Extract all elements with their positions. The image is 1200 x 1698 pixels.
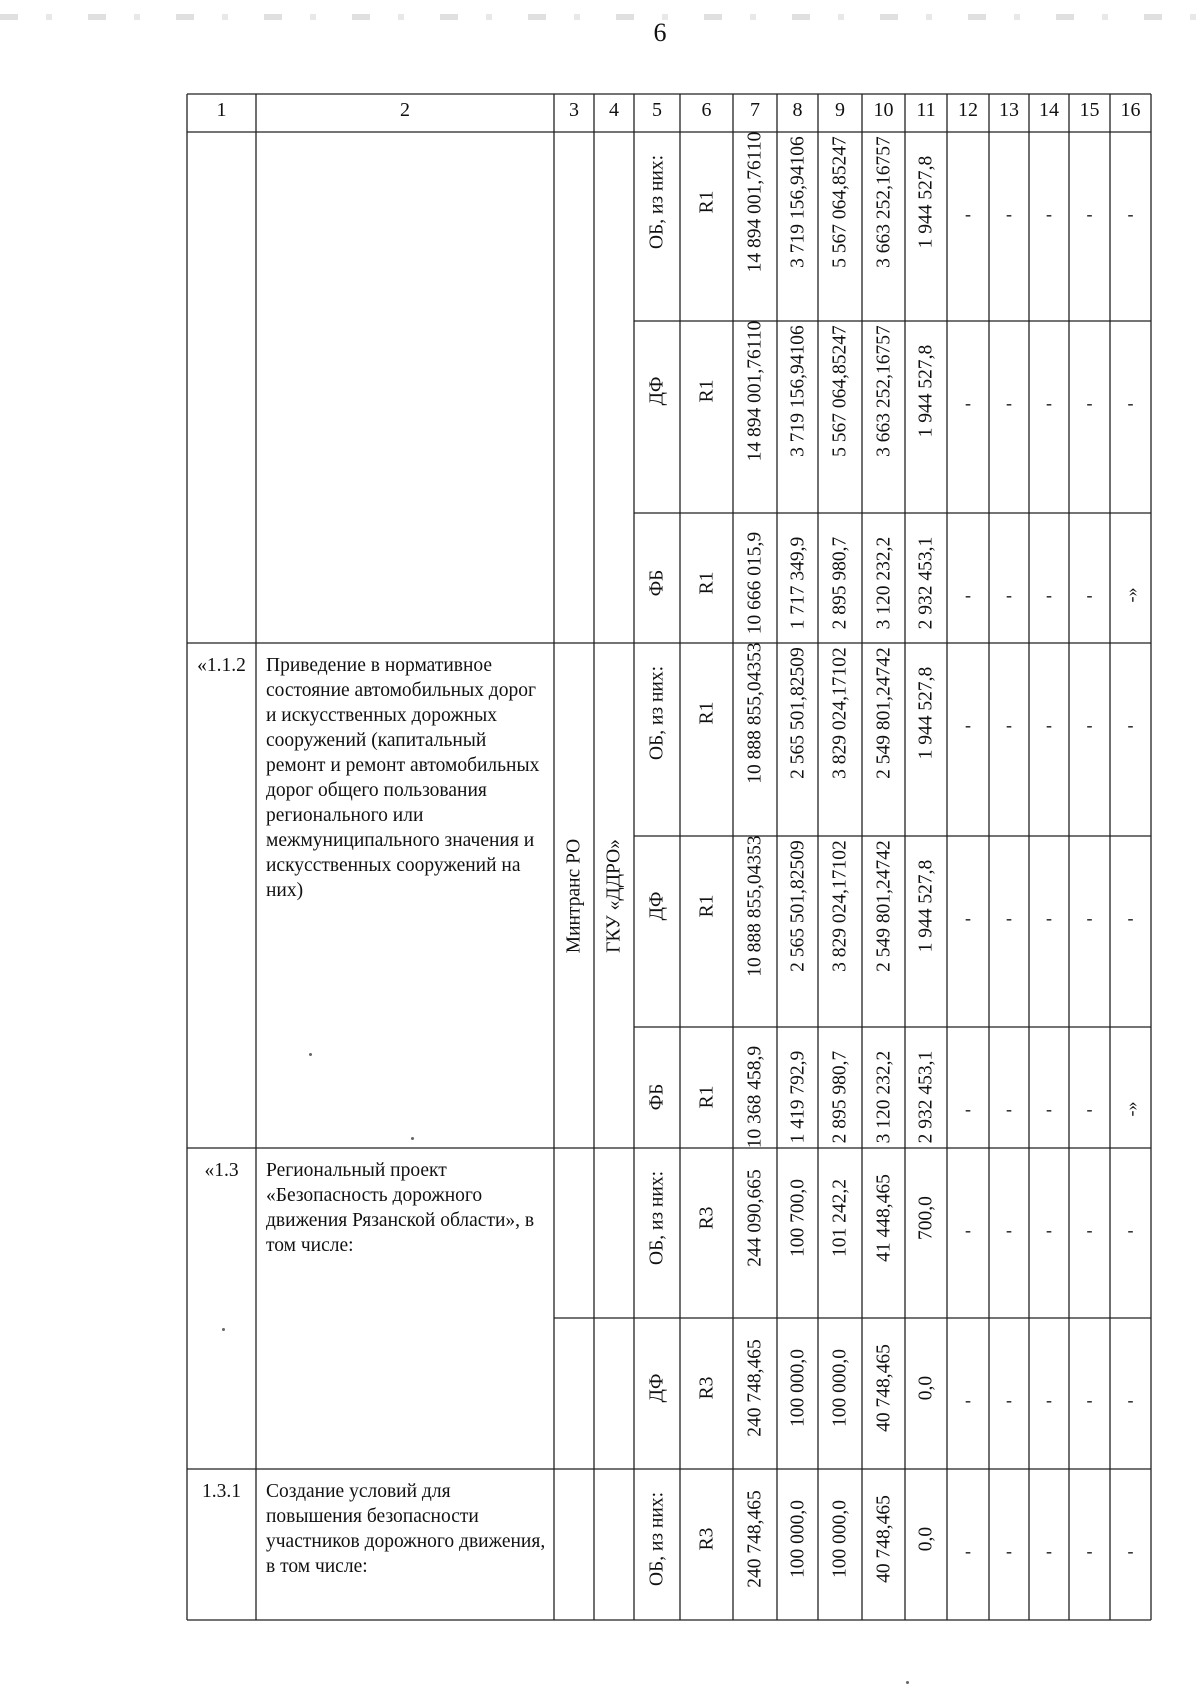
value-cell-text: 3 829 024,17102 [829, 647, 851, 779]
column-header: 2 [400, 99, 410, 121]
column-header: 5 [652, 99, 662, 121]
section-name: Создание условий для повышения безопасности участников дорожного движения, в том числе: [266, 1481, 546, 1577]
value-cell-text: 100 000,0 [829, 1500, 851, 1578]
value-cell-text: 10 888 855,04353 [744, 835, 766, 977]
value-cell-text: 1 944 527,8 [915, 859, 937, 953]
funding-source-text: ОБ, из них: [646, 1491, 668, 1587]
empty-value-mark-text: - [1046, 1390, 1052, 1410]
column-header: 4 [609, 99, 619, 121]
funding-source-text: ФБ [646, 569, 668, 597]
funding-source-text: ФБ [646, 1083, 668, 1111]
section-name: Региональный проект «Безопасность дорожного движения Рязанской области», в том числе: [266, 1160, 535, 1256]
column-header: 14 [1039, 99, 1059, 121]
value-cell-text: 240 748,465 [744, 1339, 766, 1437]
column-header: 11 [916, 99, 936, 121]
value-cell-text: 100 000,0 [786, 1500, 808, 1578]
code-r-text: R1 [695, 379, 717, 403]
code-r-text: R1 [695, 190, 717, 214]
empty-value-mark-text: - [1086, 393, 1093, 413]
column-header: 7 [750, 99, 760, 121]
empty-value-mark-text: - [1046, 393, 1052, 413]
column-header: 15 [1079, 99, 1100, 121]
empty-value-mark-text: - [1046, 715, 1052, 735]
empty-value-mark-text: - [965, 1541, 971, 1561]
empty-value-mark-text: - [1006, 908, 1012, 928]
value-cell-text: 14 894 001,76110 [744, 320, 766, 462]
empty-value-mark-text: -» [1120, 587, 1141, 603]
empty-value-mark-text: - [1127, 1220, 1134, 1240]
section-name: Приведение в нормативное состояние автомобильных дорог и искусственных дорожных сооружений (капитальный ремонт и ремонт автомобильных дорог общего пользования регионального или межмуниципального значения и искусственных сооружений на них) [266, 655, 540, 901]
scan-speck [411, 1137, 414, 1140]
code-r-text: R3 [695, 1527, 717, 1551]
empty-value-mark-text: - [1006, 204, 1012, 224]
empty-value-mark-text: - [1046, 1099, 1052, 1119]
value-cell-text: 100 000,0 [829, 1349, 851, 1427]
value-cell-text: 1 944 527,8 [915, 155, 937, 249]
value-cell-text: 3 719 156,94106 [786, 136, 808, 268]
funding-source-text: ДФ [646, 891, 668, 921]
value-cell-text: 3 120 232,2 [872, 536, 894, 630]
section-code: «1.1.2 [197, 655, 246, 676]
empty-value-mark-text: - [1086, 1099, 1093, 1119]
value-cell-text: 14 894 001,76110 [744, 131, 766, 273]
value-cell-text: 1 419 792,9 [786, 1050, 808, 1144]
column-header: 9 [835, 99, 845, 121]
value-cell-text: 2 932 453,1 [915, 536, 937, 630]
empty-value-mark-text: - [1127, 715, 1134, 735]
code-r-text: R3 [695, 1376, 717, 1400]
column-header: 1 [216, 99, 227, 121]
empty-value-mark-text: - [1127, 1390, 1134, 1410]
empty-value-mark-text: - [1006, 585, 1012, 605]
value-cell-text: 3 663 252,16757 [872, 325, 894, 457]
value-cell-text: 1 944 527,8 [915, 666, 937, 760]
column-header: 16 [1120, 99, 1141, 121]
empty-value-mark-text: - [965, 1220, 971, 1240]
responsible-executor-text: Минтранс РО [563, 838, 585, 953]
section-code: «1.3 [204, 1160, 239, 1181]
value-cell-text: 2 549 801,24742 [872, 840, 894, 972]
value-cell-text: 100 700,0 [786, 1179, 808, 1257]
value-cell-text: 0,0 [915, 1526, 937, 1552]
value-cell-text: 3 120 232,2 [872, 1050, 894, 1144]
empty-value-mark-text: - [1086, 715, 1093, 735]
empty-value-mark-text: - [1046, 908, 1052, 928]
empty-value-mark-text: - [1006, 1390, 1012, 1410]
value-cell-text: 101 242,2 [829, 1179, 851, 1257]
empty-value-mark-text: - [1086, 908, 1093, 928]
empty-value-mark-text: - [1006, 1541, 1012, 1561]
value-cell-text: 2 895 980,7 [829, 1050, 851, 1144]
funding-source-text: ОБ, из них: [646, 1170, 668, 1266]
value-cell-text: 244 090,665 [744, 1169, 766, 1267]
value-cell-text: 2 549 801,24742 [872, 647, 894, 779]
code-r-text: R3 [695, 1206, 717, 1230]
value-cell-text: 5 567 064,85247 [829, 325, 851, 457]
empty-value-mark-text: - [1006, 1220, 1012, 1240]
funding-source-text: ДФ [646, 376, 668, 406]
column-header: 10 [873, 99, 894, 121]
empty-value-mark-text: - [1006, 1099, 1012, 1119]
empty-value-mark-text: - [1086, 1541, 1093, 1561]
empty-value-mark-text: - [965, 204, 971, 224]
scan-speck [309, 1053, 312, 1056]
value-cell-text: 0,0 [915, 1375, 937, 1401]
empty-value-mark-text: - [1046, 1541, 1052, 1561]
empty-value-mark-text: - [1127, 908, 1134, 928]
section-code: 1.3.1 [202, 1481, 241, 1502]
value-cell-text: 100 000,0 [786, 1349, 808, 1427]
value-cell-text: 2 932 453,1 [915, 1050, 937, 1144]
column-header: 3 [569, 99, 579, 121]
value-cell-text: 2 565 501,82509 [786, 647, 808, 779]
code-r-text: R1 [695, 701, 717, 725]
empty-value-mark-text: - [1127, 393, 1134, 413]
value-cell-text: 700,0 [915, 1196, 937, 1240]
value-cell-text: 40 748,465 [872, 1344, 894, 1432]
scan-speck [222, 1328, 225, 1331]
empty-value-mark-text: - [1086, 585, 1093, 605]
value-cell-text: 40 748,465 [872, 1495, 894, 1583]
empty-value-mark-text: - [965, 1099, 971, 1119]
column-header: 13 [999, 99, 1019, 121]
code-r-text: R1 [695, 1085, 717, 1109]
funding-source-text: ОБ, из них: [646, 154, 668, 250]
empty-value-mark-text: - [1006, 393, 1012, 413]
scan-speck [906, 1681, 909, 1684]
empty-value-mark-text: - [1046, 1220, 1052, 1240]
empty-value-mark-text: - [1086, 1220, 1093, 1240]
funding-source-text: ОБ, из них: [646, 665, 668, 761]
empty-value-mark-text: - [965, 585, 971, 605]
empty-value-mark-text: - [1086, 1390, 1093, 1410]
empty-value-mark-text: - [1046, 585, 1052, 605]
value-cell-text: 10 666 015,9 [744, 531, 766, 635]
value-cell-text: 1 717 349,9 [786, 536, 808, 630]
empty-value-mark-text: - [965, 1390, 971, 1410]
empty-value-mark-text: - [965, 715, 971, 735]
empty-value-mark-text: - [965, 908, 971, 928]
empty-value-mark-text: -» [1120, 1101, 1141, 1117]
value-cell-text: 3 719 156,94106 [786, 325, 808, 457]
empty-value-mark-text: - [1006, 715, 1012, 735]
value-cell-text: 41 448,465 [872, 1174, 894, 1262]
code-r-text: R1 [695, 571, 717, 595]
value-cell-text: 2 895 980,7 [829, 536, 851, 630]
code-r-text: R1 [695, 894, 717, 918]
column-header: 8 [792, 99, 803, 121]
value-cell-text: 3 663 252,16757 [872, 136, 894, 268]
participant-text: ГКУ «ДДРО» [603, 838, 625, 953]
funding-source-text: ДФ [646, 1373, 668, 1403]
value-cell-text: 3 829 024,17102 [829, 840, 851, 972]
column-header: 12 [958, 99, 978, 121]
value-cell-text: 2 565 501,82509 [786, 840, 808, 972]
value-cell-text: 1 944 527,8 [915, 344, 937, 438]
empty-value-mark-text: - [1127, 204, 1134, 224]
value-cell-text: 240 748,465 [744, 1490, 766, 1588]
value-cell-text: 5 567 064,85247 [829, 136, 851, 268]
empty-value-mark-text: - [1127, 1541, 1134, 1561]
column-header: 6 [701, 99, 712, 121]
page-number: 6 [653, 18, 667, 47]
empty-value-mark-text: - [1046, 204, 1052, 224]
empty-value-mark-text: - [1086, 204, 1093, 224]
empty-value-mark-text: - [965, 393, 971, 413]
value-cell-text: 10 888 855,04353 [744, 642, 766, 784]
value-cell-text: 10 368 458,9 [744, 1045, 766, 1149]
